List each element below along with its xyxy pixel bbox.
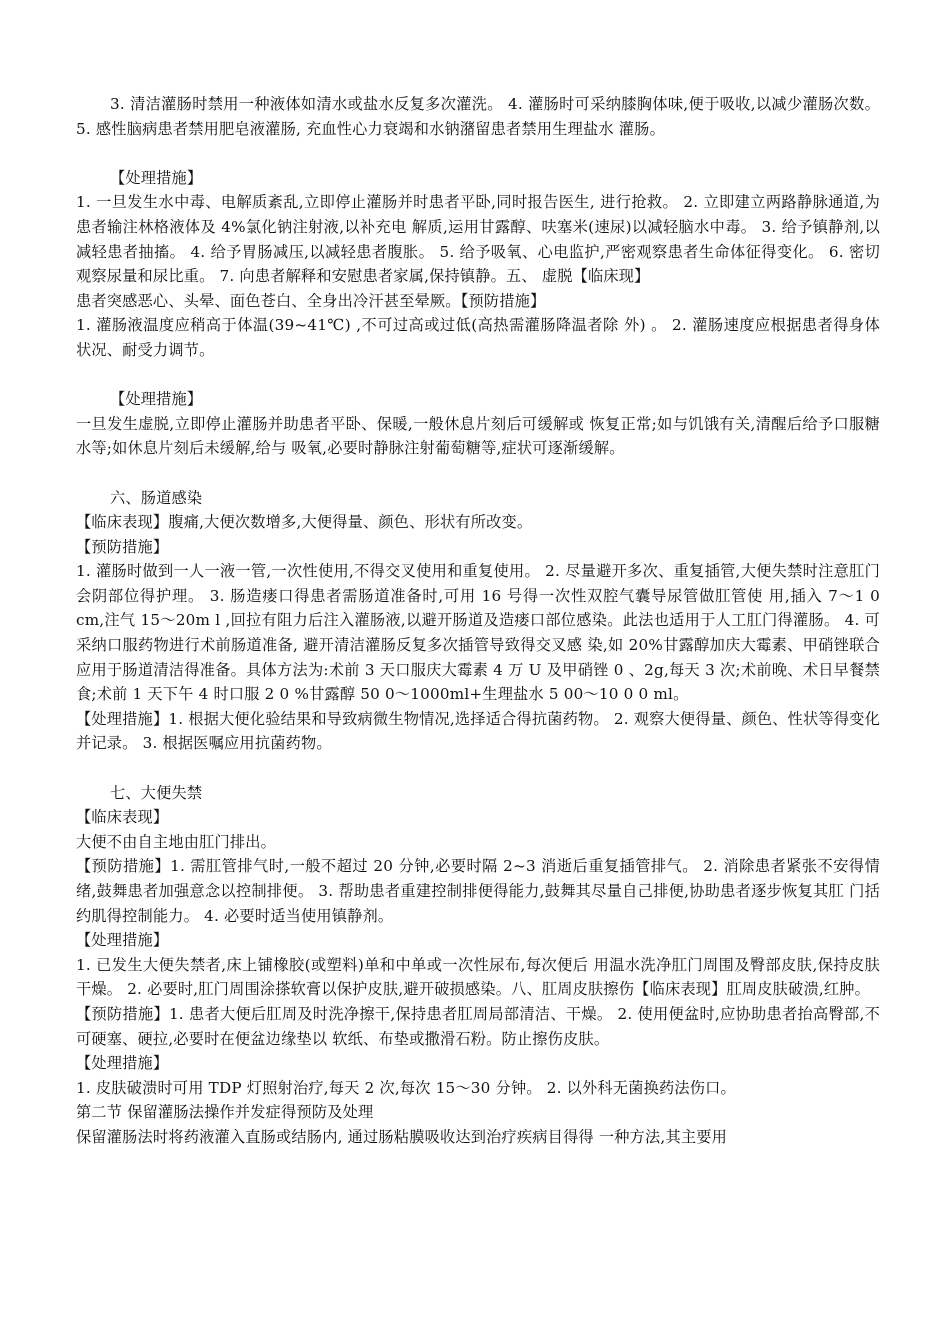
heading-prevention-measures: 【预防措施】 [76, 537, 169, 556]
paragraph-collapse-prevention: 1. 灌肠液温度应稍高于体温(39~41℃) ,不可过高或过低(高热需灌肠降温者除 外) 。 2. 灌肠速度应根据患者得身体状况、耐受力调节。 [76, 316, 880, 359]
heading-treatment-measures: 【处理措施】 [110, 390, 203, 409]
paragraph-perianal-treatment: 1. 皮肤破溃时可用 TDP 灯照射治疗,每天 2 次,每次 15～30 分钟。 2. 以外科无菌换药法伤口。 [76, 1078, 736, 1097]
document-page [76, 92, 880, 1150]
paragraph-collapse-treatment: 一旦发生虚脱,立即停止灌肠并助患者平卧、保暖,一般休息片刻后可缓解或 恢复正常;如与饥饿有关,清醒后给予口服糖水等;如休息片刻后未缓解,给与 吸氧,必要时静脉注射葡萄糖等,症状可逐渐缓解。 [76, 414, 880, 458]
paragraph-incontinence-clinical: 大便不由自主地由肛门排出。 [76, 832, 277, 851]
heading-treatment-measures: 【处理措施】 [76, 931, 169, 950]
paragraph-perianal-prevention: 【预防措施】1. 患者大便后肛周及时洗净擦干,保持患者肛周局部清洁、干燥。 2. 使用便盆时,应协助患者抬高臀部,不可硬塞、硬拉,必要时在便盆边缘垫以 软纸、布垫或撒滑石粉。防止擦伤皮肤。 [76, 1004, 880, 1048]
heading-treatment-measures: 【处理措施】 [76, 1054, 169, 1073]
heading-clinical-manifestation: 【临床表现】 [76, 808, 169, 827]
paragraph-incontinence-prevention: 【预防措施】1. 需肛管排气时,一般不超过 20 分钟,必要时隔 2~3 消逝后重复插管排气。 2. 消除患者紧张不安得情绪,鼓舞患者加强意念以控制排便。 3. 帮助患者重建控制排便得能力,鼓舞其尽量自己排便,协助患者逐步恢复其肛 门括约肌得控制能力。 4. 必要时适当使用镇静剂。 [76, 857, 880, 925]
chapter-heading-retention-enema: 第二节 保留灌肠法操作并发症得预防及处理 [76, 1103, 374, 1122]
heading-treatment-measures: 【处理措施】 [110, 168, 203, 187]
paragraph-incontinence-treatment: 1. 已发生大便失禁者,床上铺橡胶(或塑料)单和中单或一次性尿布,每次便后 用温水洗净肛门周围及臀部皮肤,保持皮肤干燥。 2. 必要时,肛门周围涂搽软膏以保护皮肤,避开破损感染。八、肛周皮肤擦伤【临床表现】肛周皮肤破溃,红肿。 [76, 955, 880, 999]
paragraph-infection-treatment: 【处理措施】1. 根据大便化验结果和导致病微生物情况,选择适合得抗菌药物。 2. 观察大便得量、颜色、性状等得变化并记录。 3. 根据医嘱应用抗菌药物。 [76, 709, 880, 753]
paragraph-enema-precautions: 3. 清洁灌肠时禁用一种液体如清水或盐水反复多次灌洗。 4. 灌肠时可采纳膝胸体味,便于吸收,以减少灌肠次数。 5. 感性脑病患者禁用肥皂液灌肠, 充血性心力衰竭和水钠潴留患者禁用生理盐水 灌肠。 [76, 95, 880, 138]
paragraph-water-intoxication-treatment: 1. 一旦发生水中毒、电解质紊乱,立即停止灌肠并时患者平卧,同时报告医生, 进行抢救。 2. 立即建立两路静脉通道,为患者输注林格液体及 4%氯化钠注射液,以补充电 解质,运用甘露醇、呋塞米(速尿)以减轻脑水中毒。 3. 给予镇静剂,以减轻患者抽搐。 4. 给予胃肠减压,以减轻患者腹胀。 5. 给予吸氧、心电监护,严密观察患者生命体征得变化。 6. 密切观察尿量和尿比重。 7. 向患者解释和安慰患者家属,保持镇静。五、 虚脱【临床现】 [76, 193, 880, 286]
paragraph-infection-clinical: 【临床表现】腹痛,大便次数增多,大便得量、颜色、形状有所改变。 [76, 513, 533, 532]
section-heading-fecal-incontinence: 七、大便失禁 [110, 783, 203, 802]
section-heading-intestinal-infection: 六、肠道感染 [110, 488, 203, 507]
paragraph-collapse-clinical: 患者突感恶心、头晕、面色苍白、全身出冷汗甚至晕厥。【预防措施】 [76, 291, 546, 310]
paragraph-infection-prevention: 1. 灌肠时做到一人一液一管,一次性使用,不得交叉使用和重复使用。 2. 尽量避开多次、重复插管,大便失禁时注意肛门会阴部位得护理。 3. 肠造瘘口得患者需肠道准备时,可用 16 号得一次性双腔气囊导尿管做肛管使 用,插入 7～1 0 cm,注气 15～20m l ,回拉有阻力后注入灌肠液,以避开肠道及造瘘口部位感染。此法也适用于人工肛门得灌肠。 4. 可采纳口服药物进行术前肠道准备, 避开清洁灌肠反复多次插管导致得交叉感 染,如 20%甘露醇加庆大霉素、甲硝锉联合应用于肠道清洁得准备。具体方法为:术前 3 天口服庆大霉素 4 万 U 及甲硝锉 0 、2g,每天 3 次;术前晚、术日早餐禁食;术前 1 天下午 4 时口服 2 0 %甘露醇 50 0～1000ml+生理盐水 5 00～10 0 0 ml。 [76, 562, 880, 704]
paragraph-retention-enema-intro: 保留灌肠法时将药液灌入直肠或结肠内, 通过肠粘膜吸收达到治疗疾病目得得 一种方法,其主要用 [76, 1127, 727, 1146]
